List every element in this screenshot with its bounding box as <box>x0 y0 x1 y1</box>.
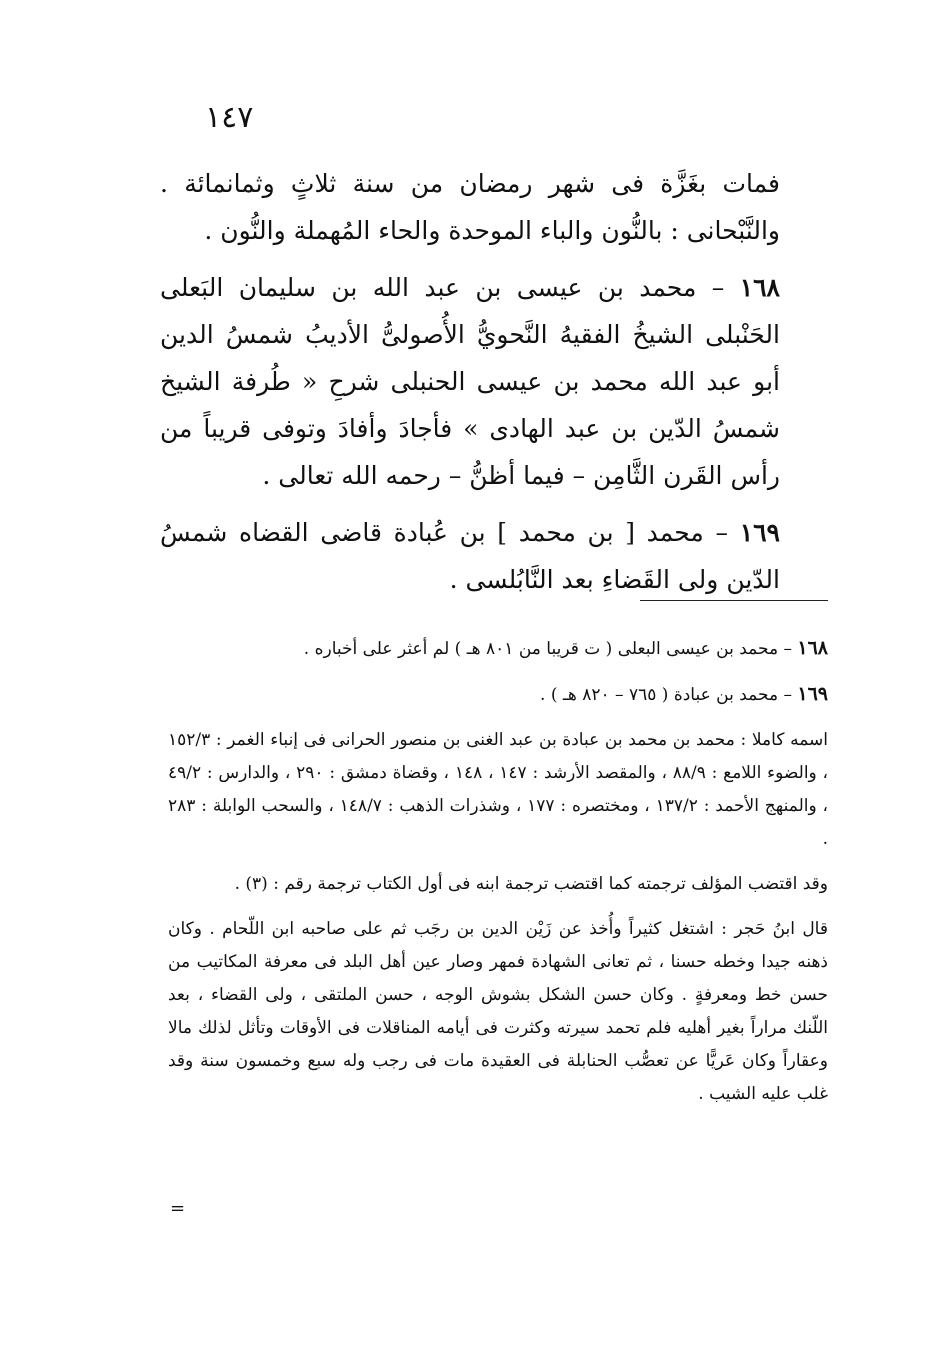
continuation-mark: = <box>170 1198 186 1219</box>
entry-168 <box>160 264 780 499</box>
footnote-168 <box>168 632 828 666</box>
entry-number: ١٦٩ <box>739 518 780 547</box>
footnote-number: ١٦٩ <box>797 683 828 705</box>
footnote-paragraph-sources: اسمه كاملا : محمد بن محمد بن عبادة بن عبد الغنى بن منصور الحرانى فى إنباء الغمر : ١٥٢/٣ ، والضوء اللامع : ٨٨/٩ ، والمقصد الأرشد : ١٤٧ ، ١٤٨ ، وقضاة دمشق : ٢٩٠ ، والدارس : ٤٩/٢ ، والمنهج الأحمد : ١٣٧/٢ ، ومختصره : ١٧٧ ، وشذرات الذهب : ١٤٨/٧ ، والسحب الوابلة : ٢٨٣ . <box>168 730 829 849</box>
entry-169 <box>160 509 780 603</box>
entry-text: محمد [ بن محمد ] بن عُبادة قاضى القضاه شمسُ الدّين ولى القَضاءِ بعد النَّابُلسى . <box>160 518 780 594</box>
entry-number: ١٦٨ <box>739 273 780 302</box>
footnote-number: ١٦٨ <box>797 637 828 659</box>
continuation-paragraph: فمات بغَزَّة فى شهر رمضان من سنة ثلاثٍ وثمانمائة . والنَّبْحانى : بالنُّون والباء الموحدة والحاء المُهملة والنُّون . <box>160 169 780 245</box>
main-text <box>160 160 780 613</box>
entry-text: محمد بن عيسى بن عبد الله بن سليمان البَعلى الحَنْبلى الشيخُ الفقيهُ النَّحويُّ الأُصولىُّ الأديبُ شمسُ الدين أبو عبد الله محمد بن عيسى الحنبلى شرحِ « طُرفة الشيخ شمسُ الدّين بن عبد الهادى » فأجادَ وأفادَ وتوفى قريباً من رأس القَرن الثَّامِن – فيما أظنُّ – رحمه الله تعالى . <box>160 273 780 490</box>
page-number: ١٤٧ <box>205 100 254 135</box>
footnotes <box>168 632 828 1123</box>
entry-dash: – <box>711 273 725 302</box>
footnote-169 <box>168 678 828 712</box>
footnote-paragraph-quote: قال ابنُ حَجر : اشتغل كثيراً وأُخذ عن زَيْن الدين بن رجَب ثم على صاحبه ابن اللّحام . وكان ذهنه جيدا وخطه حسنا ، ثم تعانى الشهادة فمهر وصار عين أهل البلد فى معرفة المكاتيب من حسن خط ومعرفةٍ . وكان حسن الشكل بشوش الوجه ، حسن الملتقى ، ولى القضاء ، بعد اللّنك مراراً بغير أهليه فلم تحمد سيرته وكثرت فى أيامه المناقلات فى الأوقات وتأثل لذلك مالا وعقاراً وكان عَريًّا عن تعصُّب الحنابلة فى العقيدة مات فى رجب وله سبع وخمسون سنة وقد غلب عليه الشيب . <box>168 919 828 1104</box>
footnote-paragraph-note: وقد اقتضب المؤلف ترجمته كما اقتضب ترجمة ابنه فى أول الكتاب ترجمة رقم : (٣) . <box>234 874 828 894</box>
footnote-separator <box>640 600 828 601</box>
entry-dash: – <box>715 518 728 547</box>
footnote-text: – محمد بن عبادة ( ٧٦٥ – ٨٢٠ هـ ) . <box>540 685 792 705</box>
footnote-text: – محمد بن عيسى البعلى ( ت قريبا من ٨٠١ هـ ) لم أعثر على أخباره . <box>303 639 792 659</box>
